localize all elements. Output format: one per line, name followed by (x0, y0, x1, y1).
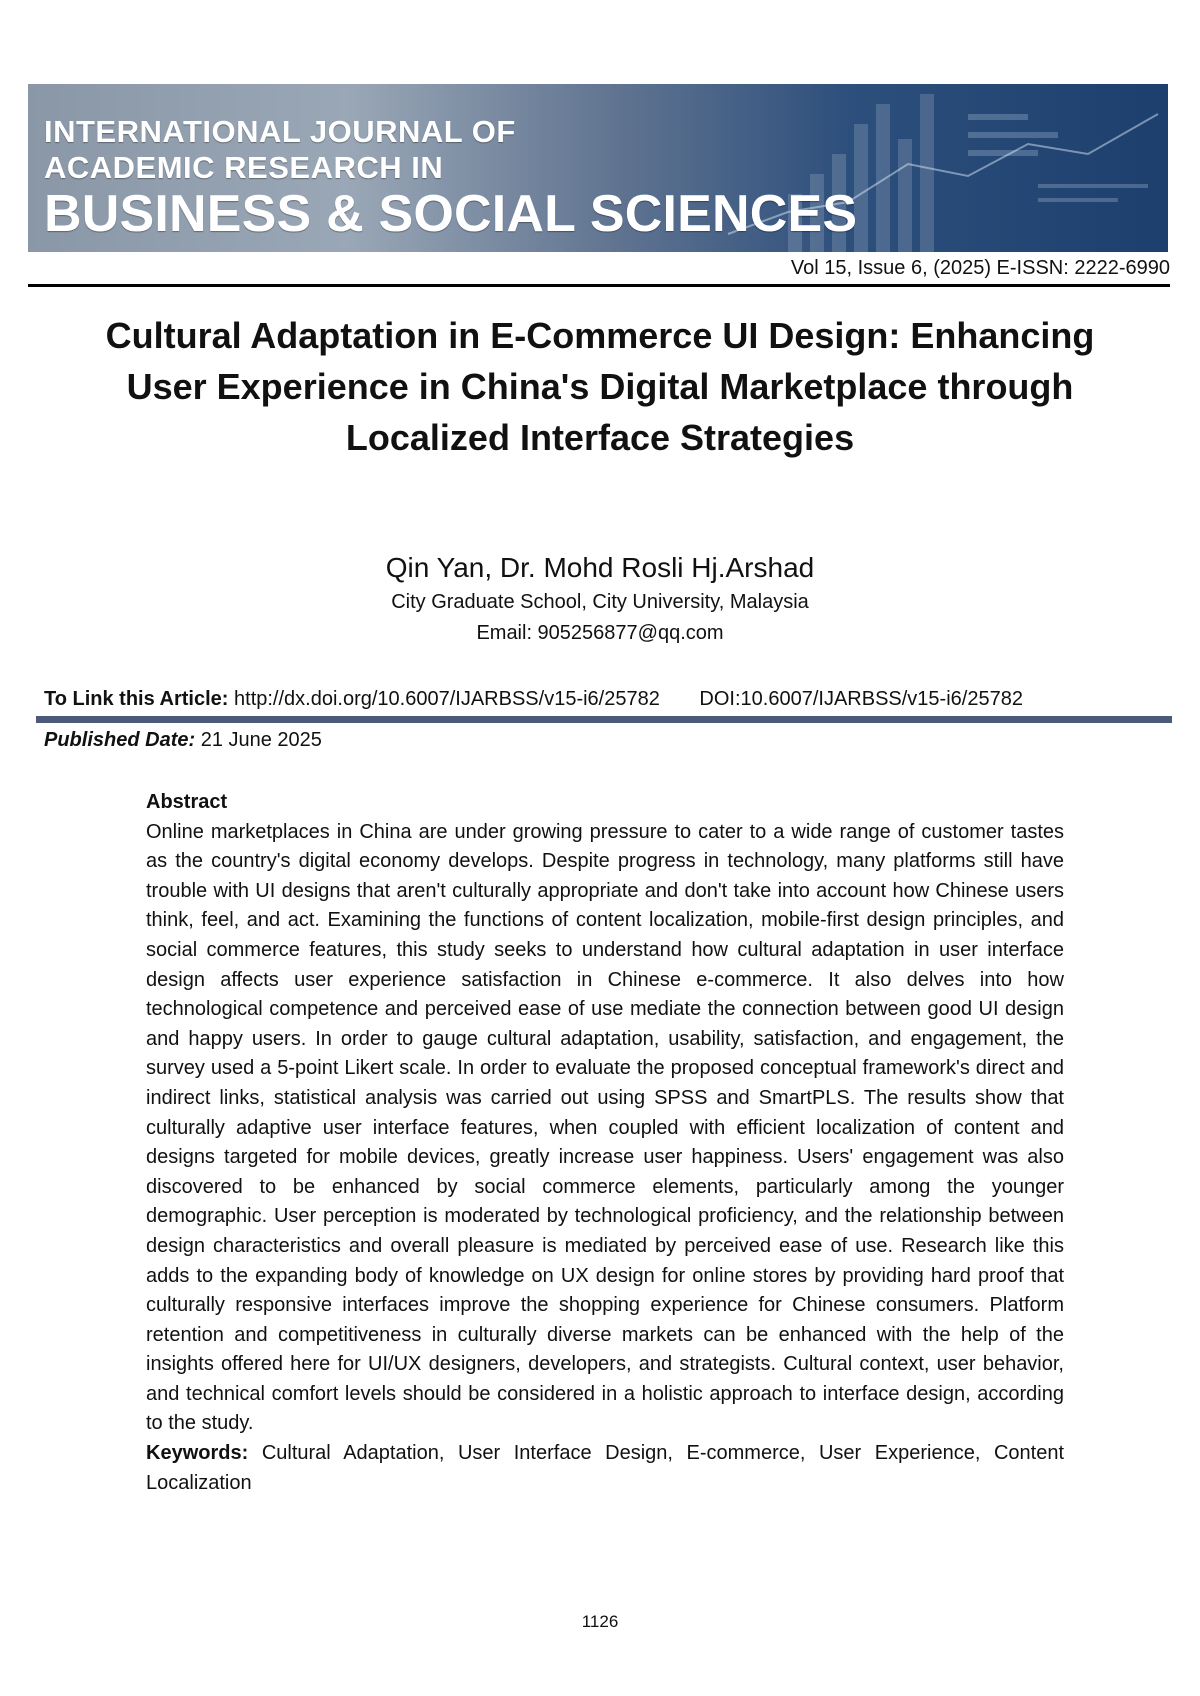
published-label: Published Date: (44, 729, 196, 751)
abstract-body: Online marketplaces in China are under growing pressure to cater to a wide range of customer tastes as the country's digital economy develops. Despite progress in technology, many platforms still have trouble with UI designs that aren't culturally appropriate and don't take into account how Chinese users think, feel, and act. Examining the functions of content localization, mobile-first design principles, and social commerce features, this study seeks to understand how cultural adaptation in user interface design affects user experience satisfaction in Chinese e-commerce. It also delves into how technological competence and perceived ease of use mediate the connection between good UI design and happy users. In order to gauge cultural adaptation, usability, satisfaction, and engagement, the survey used a 5-point Likert scale. In order to evaluate the proposed conceptual framework's direct and indirect links, statistical analysis was carried out using SPSS and SmartPLS. The results show that culturally adaptive user interface features, when coupled with efficient localization of content and designs targeted for mobile devices, greatly increase user happiness. Users' engagement was also discovered to be enhanced by social commerce elements, particularly among the younger demographic. User perception is moderated by technological proficiency, and the relationship between design characteristics and overall pleasure is mediated by perceived ease of use. Research like this adds to the expanding body of knowledge on UX design for online stores by providing hard proof that culturally responsive interfaces improve the shopping experience for Chinese consumers. Platform retention and competitiveness in culturally diverse markets can be enhanced with the help of the insights offered here for UI/UX designers, developers, and strategists. Cultural context, user behavior, and technical comfort levels should be considered in a holistic approach to interface design, according to the study. (146, 820, 1064, 1435)
link-divider (36, 716, 1172, 723)
header-divider (28, 284, 1170, 287)
abstract-section (146, 788, 1064, 1498)
keywords-line (146, 1439, 1064, 1498)
author-email: Email: 905256877@qq.com (476, 622, 724, 644)
article-authors: Qin Yan, Dr. Mohd Rosli Hj.Arshad (385, 552, 815, 583)
abstract-heading: Abstract (146, 791, 228, 813)
banner-title-line-2: ACADEMIC RESEARCH IN (44, 150, 444, 185)
published-date-line (44, 729, 322, 752)
article-link[interactable]: http://dx.doi.org/10.6007/IJARBSS/v15-i6/25782 (234, 688, 660, 710)
published-date: 21 June 2025 (200, 729, 322, 751)
page-number: 1126 (581, 1612, 619, 1631)
article-doi: DOI:10.6007/IJARBSS/v15-i6/25782 (699, 688, 1023, 710)
keywords-text: Cultural Adaptation, User Interface Design, E-commerce, User Experience, Content Localization (146, 1442, 1064, 1494)
banner-title-line-3: BUSINESS & SOCIAL SCIENCES (44, 185, 858, 243)
journal-banner (28, 84, 1168, 252)
link-label: To Link this Article: (44, 688, 229, 710)
volume-issue-info: Vol 15, Issue 6, (2025) E-ISSN: 2222-6990 (790, 257, 1170, 279)
article-title: Cultural Adaptation in E-Commerce UI Design: Enhancing User Experience in China's Digital Marketplace through Localized Interface Strategies (105, 315, 1095, 458)
banner-title-line-1: INTERNATIONAL JOURNAL OF (44, 114, 516, 149)
author-affiliation: City Graduate School, City University, Malaysia (391, 591, 809, 613)
article-link-line (44, 688, 1023, 711)
keywords-label: Keywords: (146, 1442, 249, 1465)
